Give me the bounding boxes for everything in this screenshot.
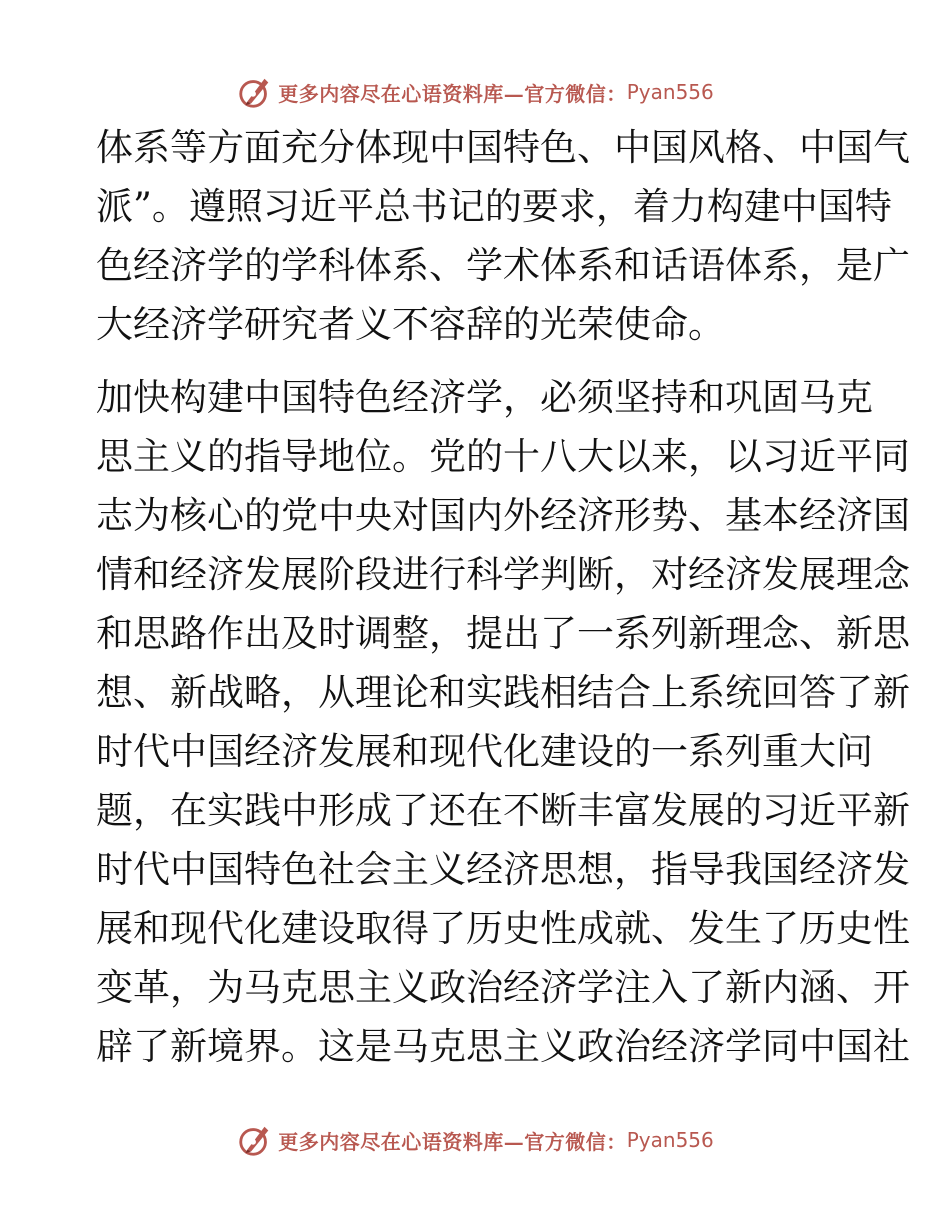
- text-line: 加快构建中国特色经济学，必须坚持和巩固马克: [96, 376, 873, 419]
- text-line: 和思路作出及时调整，提出了一系列新理念、新思: [96, 612, 910, 655]
- text-line: 色经济学的学科体系、学术体系和话语体系，是广: [96, 244, 910, 287]
- document-body: [96, 118, 910, 1076]
- paragraph-2: [96, 368, 910, 1076]
- pen-logo-icon: [236, 1121, 274, 1159]
- paragraph-gap: [96, 354, 856, 368]
- text-line: 志为核心的党中央对国内外经济形势、基本经济国: [96, 494, 910, 537]
- text-line: 思主义的指导地位。党的十八大以来，以习近平同: [96, 435, 910, 478]
- banner-handle: Pyan556: [626, 1128, 714, 1152]
- text-line: 变革，为马克思主义政治经济学注入了新内涵、开: [96, 966, 910, 1009]
- text-line: 大经济学研究者义不容辞的光荣使命。: [96, 303, 725, 346]
- paragraph-1: [96, 118, 910, 354]
- text-line: 派”。遵照习近平总书记的要求，着力构建中国特: [96, 185, 892, 228]
- text-line: 题，在实践中形成了还在不断丰富发展的习近平新: [96, 789, 910, 832]
- text-line: 情和经济发展阶段进行科学判断，对经济发展理念: [96, 553, 910, 596]
- pen-logo-icon: [236, 73, 274, 111]
- text-line: 展和现代化建设取得了历史性成就、发生了历史性: [96, 907, 910, 950]
- footer-banner: [0, 1118, 950, 1162]
- text-line: 体系等方面充分体现中国特色、中国风格、中国气: [96, 126, 910, 169]
- text-line: 辟了新境界。这是马克思主义政治经济学同中国社: [96, 1025, 910, 1068]
- banner-text: 更多内容尽在心语资料库—官方微信：: [278, 81, 627, 106]
- header-banner: [0, 70, 950, 114]
- banner-handle: Pyan556: [626, 80, 714, 104]
- text-line: 想、新战略，从理论和实践相结合上系统回答了新: [96, 671, 910, 714]
- text-line: 时代中国经济发展和现代化建设的一系列重大问: [96, 730, 873, 773]
- text-line: 时代中国特色社会主义经济思想，指导我国经济发: [96, 848, 910, 891]
- banner-text: 更多内容尽在心语资料库—官方微信：: [278, 1129, 627, 1154]
